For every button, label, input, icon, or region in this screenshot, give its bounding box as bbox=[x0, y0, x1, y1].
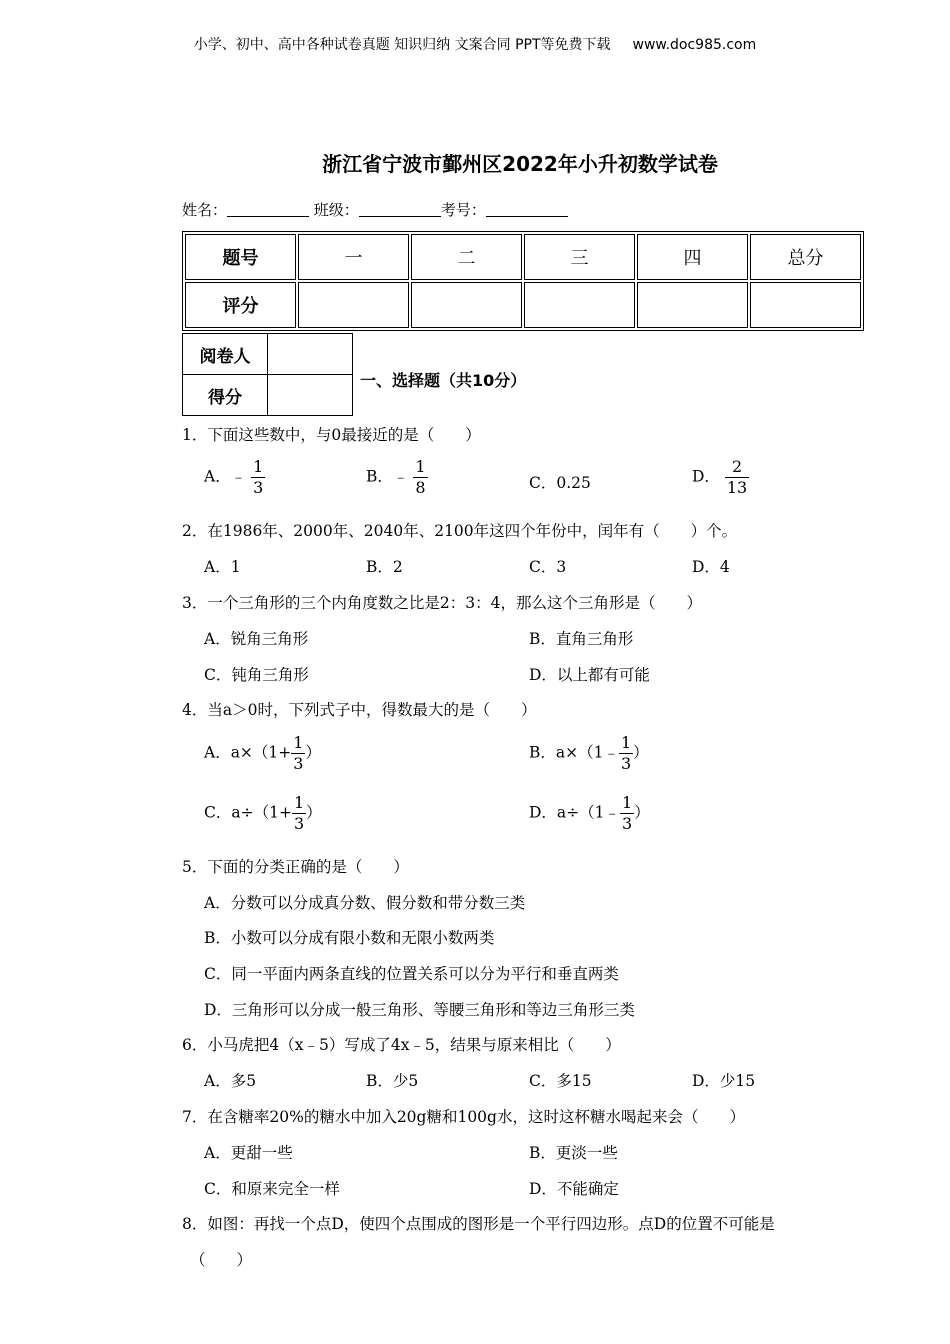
reader-score-cell[interactable] bbox=[268, 375, 353, 416]
section-heading: 一、选择题（共10分） bbox=[360, 371, 527, 390]
close-paren: ） bbox=[634, 803, 650, 822]
q5-option-d[interactable]: D．三角形可以分成一般三角形、等腰三角形和等边三角形三类 bbox=[204, 1001, 635, 1019]
q4-option-d[interactable] bbox=[529, 795, 650, 832]
question-6: 6．小马虎把4（x﹣5）写成了4x﹣5，结果与原来相比（ ） bbox=[182, 1036, 621, 1054]
q6-option-d[interactable]: D．少15 bbox=[692, 1072, 756, 1090]
q2-option-b[interactable]: B．2 bbox=[366, 558, 403, 576]
fraction bbox=[251, 459, 265, 496]
score-header-cell: 二 bbox=[411, 234, 522, 280]
denominator: 3 bbox=[253, 478, 264, 497]
exam-no-label: 考号： bbox=[440, 201, 486, 219]
score-header-cell: 总分 bbox=[750, 234, 861, 280]
score-table bbox=[182, 231, 864, 331]
option-label: D． bbox=[692, 467, 720, 486]
option-label: A． bbox=[204, 467, 231, 486]
score-cell[interactable] bbox=[637, 282, 748, 328]
reader-score-label: 得分 bbox=[183, 375, 268, 416]
denominator: 13 bbox=[726, 478, 748, 497]
class-blank[interactable] bbox=[359, 202, 441, 217]
question-7: 7．在含糖率20%的糖水中加入20g糖和100g水，这时这杯糖水喝起来会（ ） bbox=[182, 1108, 745, 1126]
sign: ﹣ bbox=[230, 467, 247, 486]
q5-option-a[interactable]: A．分数可以分成真分数、假分数和带分数三类 bbox=[204, 894, 526, 912]
page-title: 浙江省宁波市鄞州区2022年小升初数学试卷 bbox=[322, 152, 718, 176]
sign: ﹣ bbox=[392, 467, 409, 486]
q1-option-b[interactable] bbox=[366, 459, 428, 496]
option-text: C．a÷（1+ bbox=[204, 803, 292, 822]
numerator: 1 bbox=[622, 793, 633, 812]
q7-option-a[interactable]: A．更甜一些 bbox=[204, 1144, 293, 1162]
q1-option-a[interactable] bbox=[204, 459, 265, 496]
name-label: 姓名： bbox=[182, 201, 228, 219]
option-text: B．a×（1﹣ bbox=[529, 743, 619, 762]
q5-option-b[interactable]: B．小数可以分成有限小数和无限小数两类 bbox=[204, 929, 495, 947]
denominator: 3 bbox=[293, 754, 304, 773]
q3-option-d[interactable]: D．以上都有可能 bbox=[529, 666, 650, 684]
question-4: 4．当a＞0时，下列式子中，得数最大的是（ ） bbox=[182, 701, 537, 719]
exam-no-blank[interactable] bbox=[486, 202, 568, 217]
numerator: 1 bbox=[415, 457, 426, 476]
score-value-row bbox=[185, 282, 861, 328]
q6-option-c[interactable]: C．多15 bbox=[529, 1072, 592, 1090]
q2-option-a[interactable]: A．1 bbox=[204, 558, 241, 576]
class-label: 班级： bbox=[313, 201, 359, 219]
denominator: 3 bbox=[620, 754, 632, 773]
question-8-blank: （ ） bbox=[190, 1251, 253, 1269]
q4-option-a[interactable] bbox=[204, 735, 321, 772]
denominator: 3 bbox=[622, 814, 633, 833]
fraction bbox=[291, 735, 305, 772]
question-5: 5．下面的分类正确的是（ ） bbox=[182, 858, 409, 876]
fraction bbox=[292, 795, 306, 832]
q6-option-b[interactable]: B．少5 bbox=[366, 1072, 419, 1090]
q4-option-b[interactable] bbox=[529, 735, 649, 772]
score-cell[interactable] bbox=[524, 282, 635, 328]
fraction bbox=[725, 459, 749, 496]
q7-option-c[interactable]: C．和原来完全一样 bbox=[204, 1180, 340, 1198]
q1-option-d[interactable] bbox=[692, 459, 749, 496]
fraction bbox=[619, 735, 633, 772]
question-8: 8．如图：再找一个点D，使四个点围成的图形是一个平行四边形。点D的位置不可能是 bbox=[182, 1215, 775, 1233]
q3-option-a[interactable]: A．锐角三角形 bbox=[204, 630, 309, 648]
score-cell[interactable] bbox=[298, 282, 409, 328]
q4-option-c[interactable] bbox=[204, 795, 322, 832]
score-header-cell: 三 bbox=[524, 234, 635, 280]
q5-option-c[interactable]: C．同一平面内两条直线的位置关系可以分为平行和垂直两类 bbox=[204, 965, 619, 983]
name-blank[interactable] bbox=[227, 202, 309, 217]
score-header-cell: 题号 bbox=[185, 234, 296, 280]
option-label: B． bbox=[366, 467, 393, 486]
score-header-cell: 一 bbox=[298, 234, 409, 280]
numerator: 2 bbox=[725, 459, 749, 478]
q3-option-b[interactable]: B．直角三角形 bbox=[529, 630, 634, 648]
reader-table bbox=[182, 333, 353, 416]
fraction bbox=[413, 459, 427, 496]
q7-option-b[interactable]: B．更淡一些 bbox=[529, 1144, 618, 1162]
close-paren: ） bbox=[633, 743, 649, 762]
question-1: 1．下面这些数中，与0最接近的是（ ） bbox=[182, 426, 481, 444]
question-2: 2．在1986年、2000年、2040年、2100年这四个年份中，闰年有（ ）个。 bbox=[182, 522, 738, 540]
numerator: 1 bbox=[253, 457, 264, 476]
option-text: D．a÷（1﹣ bbox=[529, 803, 621, 822]
header-text: 小学、初中、高中各种试卷真题 知识归纳 文案合同 PPT等免费下载 bbox=[193, 37, 611, 53]
student-info bbox=[182, 199, 568, 220]
reader-label: 阅卷人 bbox=[183, 334, 268, 375]
option-text: A．a×（1+ bbox=[204, 743, 292, 762]
denominator: 8 bbox=[415, 478, 426, 497]
score-cell[interactable] bbox=[411, 282, 522, 328]
denominator: 3 bbox=[293, 814, 305, 833]
q3-option-c[interactable]: C．钝角三角形 bbox=[204, 666, 309, 684]
question-3: 3．一个三角形的三个内角度数之比是2：3：4，那么这个三角形是（ ） bbox=[182, 594, 702, 612]
close-paren: ） bbox=[305, 743, 321, 762]
reader-cell[interactable] bbox=[268, 334, 353, 375]
score-row-label: 评分 bbox=[185, 282, 296, 328]
numerator: 1 bbox=[293, 733, 304, 752]
header-url[interactable]: www.doc985.com bbox=[632, 37, 757, 53]
score-header-row bbox=[185, 234, 861, 280]
close-paren: ） bbox=[306, 803, 322, 822]
numerator: 1 bbox=[620, 733, 632, 752]
site-header bbox=[0, 34, 950, 54]
score-header-cell: 四 bbox=[637, 234, 748, 280]
q2-option-d[interactable]: D．4 bbox=[692, 558, 730, 576]
fraction bbox=[620, 795, 634, 832]
q1-option-c[interactable]: C．0.25 bbox=[529, 474, 591, 492]
q6-option-a[interactable]: A．多5 bbox=[204, 1072, 257, 1090]
score-cell[interactable] bbox=[750, 282, 861, 328]
q2-option-c[interactable]: C．3 bbox=[529, 558, 567, 576]
numerator: 1 bbox=[293, 793, 305, 812]
q7-option-d[interactable]: D．不能确定 bbox=[529, 1180, 619, 1198]
